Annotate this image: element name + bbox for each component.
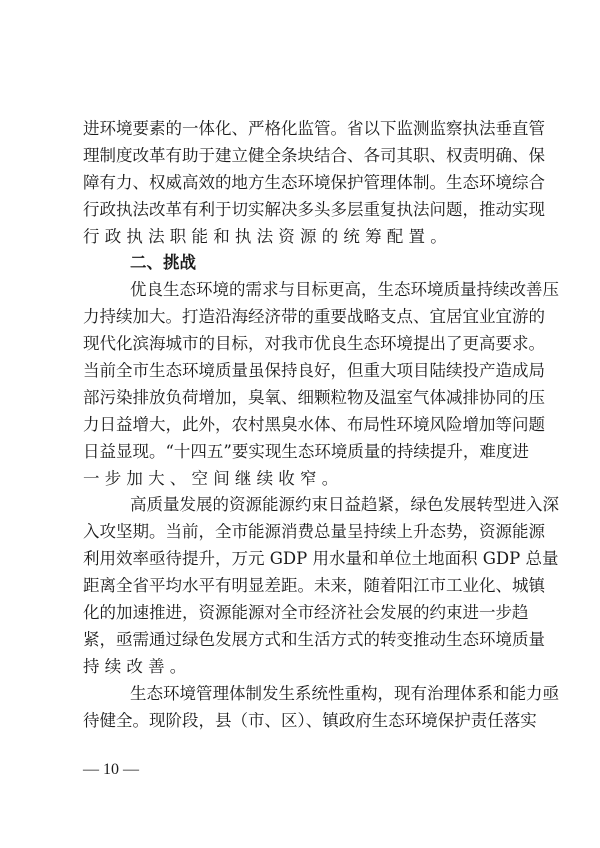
text-line: 部污染排放负荷增加，臭氧、细颗粒物及温室气体减排协同的压	[83, 387, 545, 407]
text-line: 入攻坚期。当前，全市能源消费总量呈持续上升态势，资源能源	[83, 522, 545, 542]
text-line: 力持续加大。打造沿海经济带的重要战略支点、宜居宜业宜游的	[83, 307, 545, 327]
text-line: 行政执法改革有利于切实解决多头多层重复执法问题，推动实现	[83, 199, 545, 219]
text-line: 障有力、权威高效的地方生态环境保护管理体制。生态环境综合	[83, 172, 545, 192]
text-line: 现代化滨海城市的目标，对我市优良生态环境提出了更高要求。	[83, 334, 545, 354]
text-line: 理制度改革有助于建立健全条块结合、各司其职、权责明确、保	[83, 145, 545, 165]
document-body	[83, 116, 559, 734]
text-line: 一步加大、空间继续收窄。	[83, 468, 344, 488]
paragraph	[83, 681, 559, 735]
text-line: 利用效率亟待提升，万元 GDP 用水量和单位土地面积 GDP 总量	[83, 549, 559, 569]
text-line: 持续改善。	[83, 656, 192, 676]
section-heading	[83, 250, 517, 277]
paragraph	[83, 277, 559, 492]
text-line: 优良生态环境的需求与目标更高，生态环境质量持续改善压	[130, 280, 559, 300]
text-line: 当前全市生态环境质量虽保持良好，但重大项目陆续投产造成局	[83, 361, 545, 381]
paragraph	[83, 116, 545, 250]
text-line: 日益显现。“十四五”要实现生态环境质量的持续提升，难度进	[83, 441, 529, 461]
page-number: — 10 —	[83, 761, 139, 778]
text-line: 距离全省平均水平有明显差距。未来，随着阳江市工业化、城镇	[83, 576, 545, 596]
text-line: 待健全。现阶段，县（市、区）、镇政府生态环境保护责任落实	[83, 710, 537, 730]
text-line: 力日益增大，此外，农村黑臭水体、布局性环境风险增加等问题	[83, 414, 545, 434]
paragraph	[83, 492, 559, 680]
text-line: 高质量发展的资源能源约束日益趋紧，绿色发展转型进入深	[130, 495, 559, 515]
text-line: 二、挑战	[130, 253, 196, 273]
text-line: 生态环境管理体制发生系统性重构，现有治理体系和能力亟	[130, 683, 559, 703]
text-line: 进环境要素的一体化、严格化监管。省以下监测监察执法垂直管	[83, 119, 545, 138]
text-line: 化的加速推进，资源能源对全市经济社会发展的约束进一步趋	[83, 603, 529, 623]
text-line: 紧，亟需通过绿色发展方式和生活方式的转变推动生态环境质量	[83, 629, 545, 649]
text-line: 行政执法职能和执法资源的统筹配置。	[83, 226, 452, 246]
